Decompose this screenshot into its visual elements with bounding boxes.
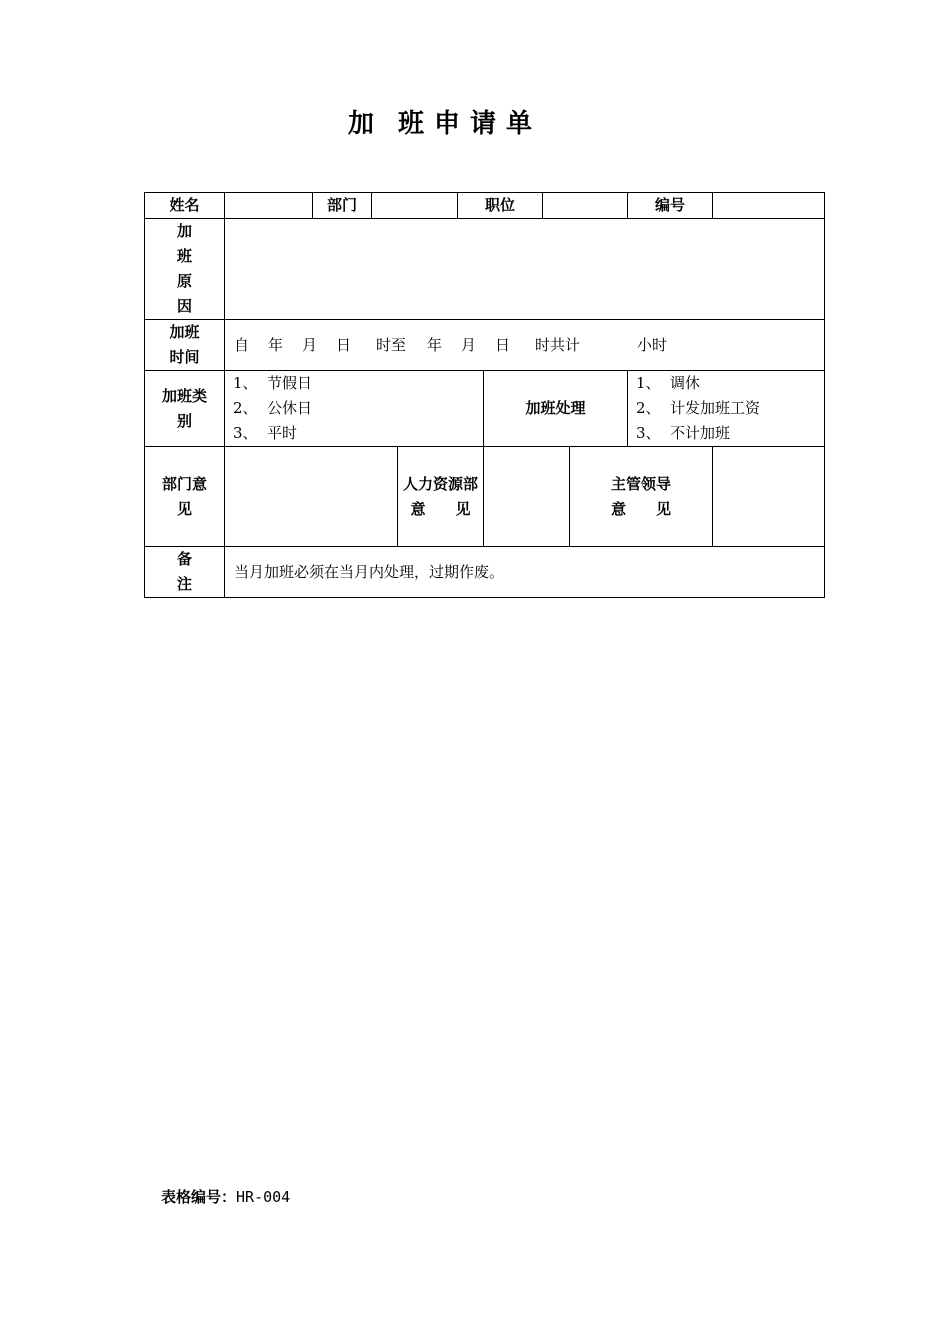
form-code [161, 1186, 290, 1207]
type-option-3[interactable]: 3、 平时 [233, 424, 298, 442]
name-field[interactable] [225, 193, 313, 219]
type-options [225, 371, 484, 447]
position-field[interactable] [543, 193, 628, 219]
title-part1: 加 [347, 109, 384, 139]
handling-options [628, 371, 825, 447]
time-label: 加班 时间 [145, 320, 225, 371]
handling-option-2[interactable]: 2、 计发加班工资 [636, 399, 761, 417]
hr-opinion-label: 人力资源部 意 见 [398, 447, 484, 547]
reason-label: 加 班 原 因 [145, 219, 225, 320]
type-option-1[interactable]: 1、 节假日 [233, 374, 313, 392]
type-label: 加班类 别 [145, 371, 225, 447]
number-label: 编号 [628, 193, 713, 219]
time-field[interactable]: 自 年 月 日 时至 年 月 日 时共计 小时 [225, 320, 825, 371]
handling-label: 加班处理 [484, 371, 628, 447]
page-title [0, 103, 890, 140]
position-label: 职位 [458, 193, 543, 219]
title-part2: 班申请单 [398, 109, 543, 139]
dept-label: 部门 [313, 193, 372, 219]
form-code-value: HR-004 [236, 1188, 291, 1206]
reason-field[interactable] [225, 219, 825, 320]
form-code-label: 表格编号： [161, 1188, 237, 1206]
remarks-label: 备 注 [145, 547, 225, 598]
type-row [145, 371, 825, 447]
header-row [145, 193, 825, 219]
reason-row [145, 219, 825, 320]
supervisor-opinion-field[interactable] [713, 447, 825, 547]
opinion-row [145, 447, 825, 547]
number-field[interactable] [713, 193, 825, 219]
remarks-row [145, 547, 825, 598]
dept-field[interactable] [372, 193, 458, 219]
time-row [145, 320, 825, 371]
overtime-form-table [144, 192, 825, 598]
type-option-2[interactable]: 2、 公休日 [233, 399, 313, 417]
hr-opinion-field[interactable] [484, 447, 570, 547]
dept-opinion-field[interactable] [225, 447, 398, 547]
remarks-text: 当月加班必须在当月内处理，过期作废。 [225, 547, 825, 598]
handling-option-1[interactable]: 1、 调休 [636, 374, 701, 392]
name-label: 姓名 [145, 193, 225, 219]
supervisor-opinion-label: 主管领导 意 见 [570, 447, 713, 547]
handling-option-3[interactable]: 3、 不计加班 [636, 424, 731, 442]
dept-opinion-label: 部门意 见 [145, 447, 225, 547]
